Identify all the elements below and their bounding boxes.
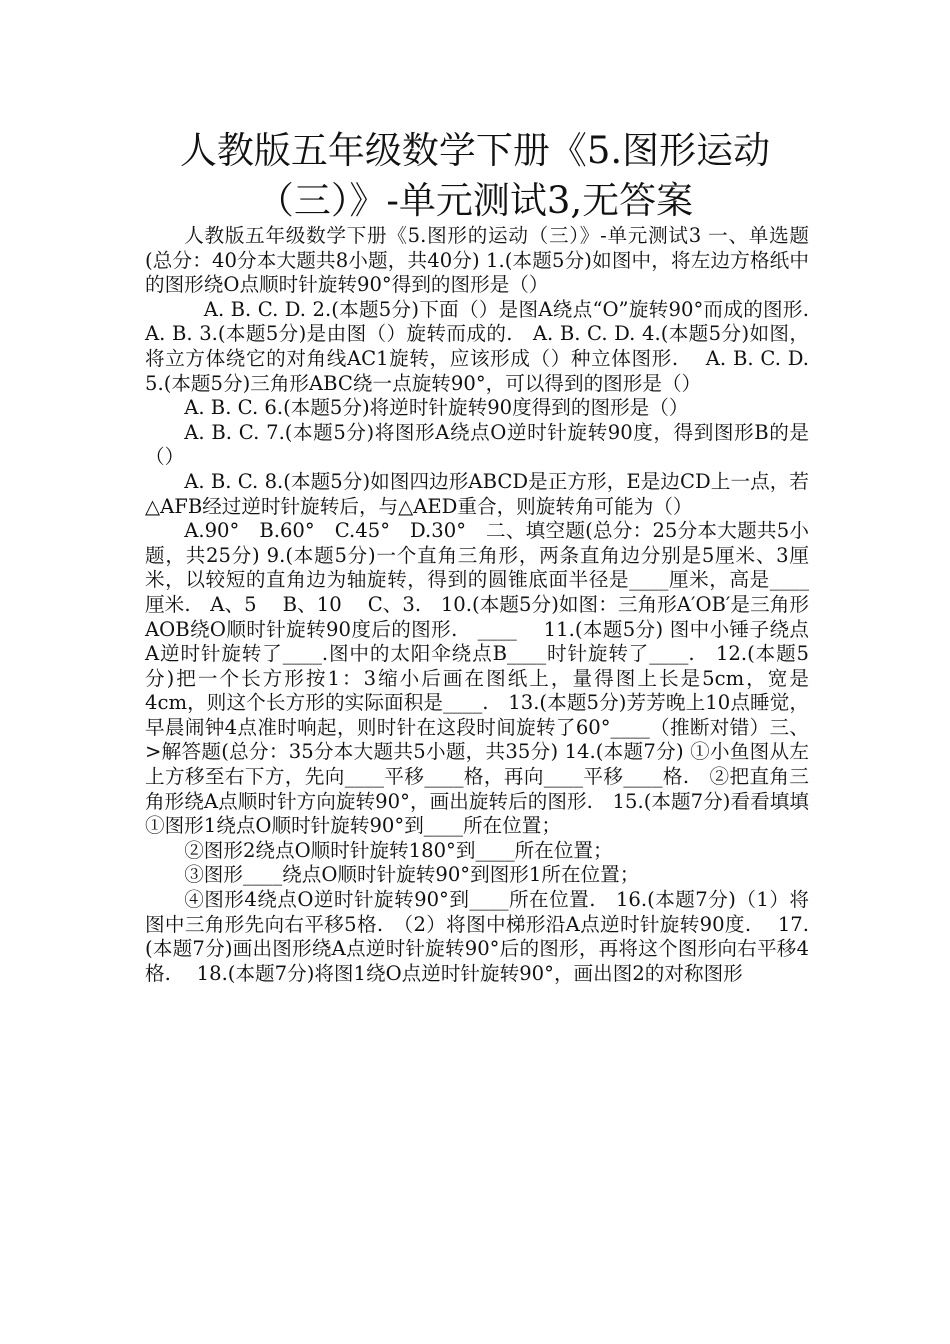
document-title: [110, 126, 840, 226]
title-line-1: 人教版五年级数学下册《5.图形运动: [179, 129, 771, 172]
paragraph-options-q8: A. B. C. 8.(本题5分)如图四边形ABCD是正方形，E是边CD上一点，若△AFB经过逆时针旋转后，与△AED重合，则旋转角可能为（）: [145, 469, 809, 518]
paragraph-options-q1-q5: A. B. C. D. 2.(本题5分)下面（）是图A绕点“O”旋转90°而成的图形. A. B. 3.(本题5分)是由图（）旋转而成的. A. B. C. D. 4.(本题5分)如图，将立方体绕它的对角线AC1旋转，应该形成（）种立体图形. A. B. C. D. 5.(本题5分)三角形ABC绕一点旋转90°，可以得到的图形是（）: [145, 297, 835, 395]
paragraph-intro: 人教版五年级数学下册《5.图形的运动（三）》-单元测试3 一、单选题(总分：40分本大题共8小题，共40分) 1.(本题5分)如图中，将左边方格纸中的图形绕O点顺时针旋转90°得到的图形是（）: [145, 224, 809, 297]
paragraph-q15-item-4-and-rest: ④图形4绕点O逆时针旋转90°到____所在位置. 16.(本题7分)（1）将图中三角形先向右平移5格. （2）将图中梯形沿A点逆时针旋转90度. 17.(本题7分)画出图形绕A点逆时针旋转90°后的图形，再将这个图形向右平移4格. 18.(本题7分)将图1绕O点逆时针旋转90°，画出图2的对称图形: [145, 888, 809, 985]
document-body: [145, 224, 835, 986]
paragraph-q15-item-3: ③图形____绕点O顺时针旋转90°到图形1所在位置；: [184, 863, 640, 887]
paragraph-options-q7: A. B. C. 7.(本题5分)将图形A绕点O逆时针旋转90度，得到图形B的是（）: [145, 420, 809, 469]
paragraph-q15-item-2: ②图形2绕点O顺时针旋转180°到____所在位置；: [184, 838, 613, 862]
title-line-2: （三）》-单元测试3,无答案: [256, 179, 694, 222]
paragraph-options-q6: A. B. C. 6.(本题5分)将逆时针旋转90度得到的图形是（）: [184, 396, 689, 420]
paragraph-fill-in-section: A.90° B.60° C.45° D.30° 二、填空题(总分：25分本大题共5小题，共25分) 9.(本题5分)一个直角三角形，两条直角边分别是5厘米、3厘米，以较短的直角边为轴旋转，得到的圆锥底面半径是____厘米，高是____厘米. A、5 B、10 C、3. 10.(本题5分)如图：三角形A′OB′是三角形AOB绕O顺时针旋转90度后的图形. ____ 11.(本题5分) 图中小锤子绕点A逆时针旋转了____.图中的太阳伞绕点B____时针旋转了____. 12.(本题5分)把一个长方形按1：3缩小后画在图纸上，量得图上长是5cm，宽是4cm，则这个长方形的实际面积是____. 13.(本题5分)芳芳晚上10点睡觉，早晨闹钟4点准时响起，则时针在这段时间旋转了60°____（推断对错）三、>解答题(总分：35分本大题共5小题，共35分) 14.(本题7分) ①小鱼图从左上方移至右下方，先向____平移____格，再向____平移____格. ②把直角三角形绕A点顺时针方向旋转90°，画出旋转后的图形. 15.(本题7分)看看填填 ①图形1绕点O顺时针旋转90°到____所在位置；: [145, 519, 809, 838]
